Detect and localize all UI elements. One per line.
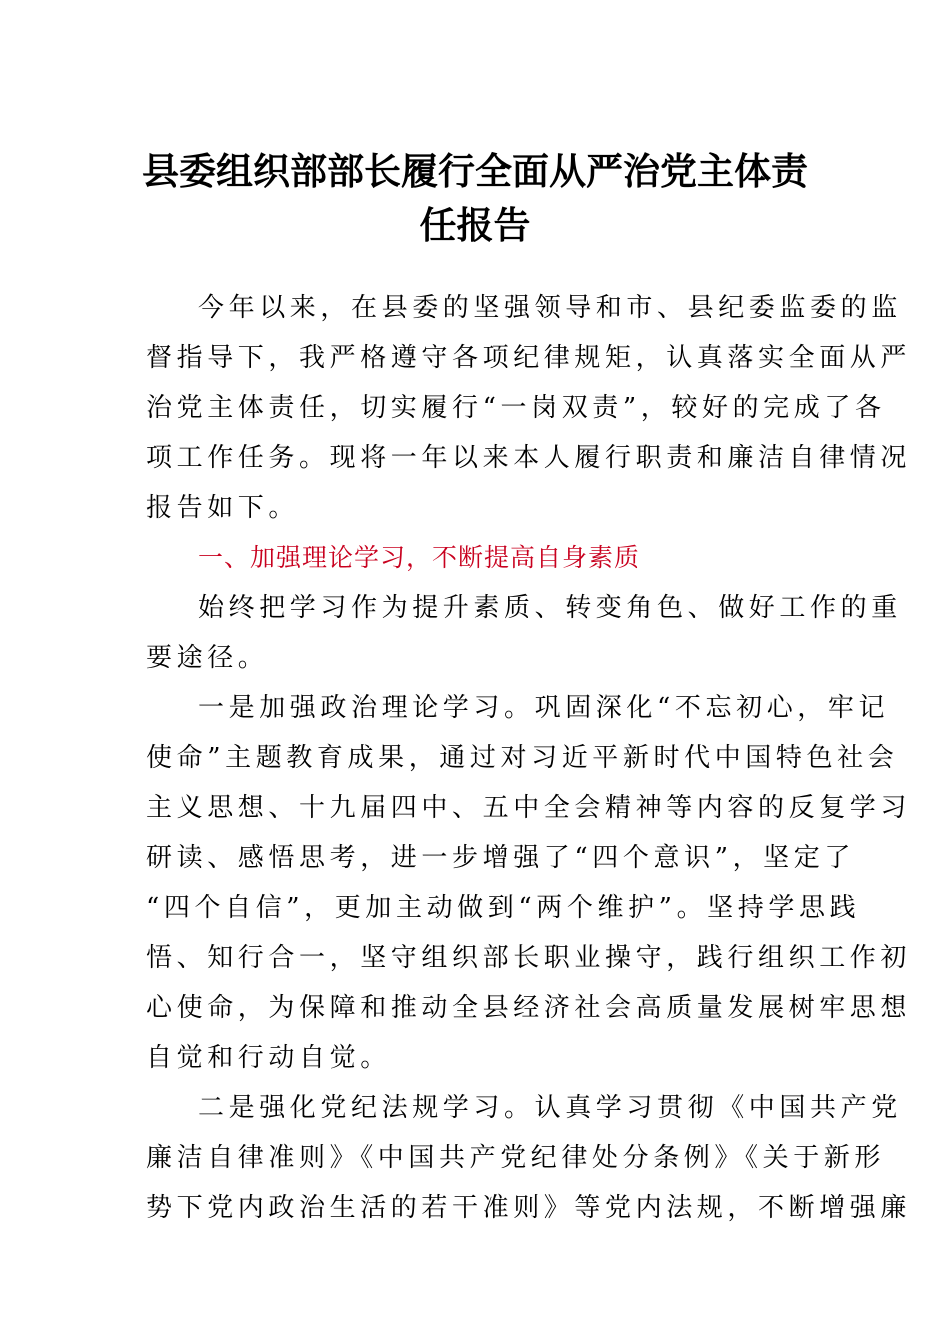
- intro-line-2: 督指导下，我严格遵守各项纪律规矩，认真落实全面从严: [146, 343, 912, 373]
- document-title-line-1: 县委组织部部长履行全面从严治党主体责: [142, 150, 808, 193]
- intro-line-3: 治党主体责任，切实履行“一岗双责”，较好的完成了各: [146, 393, 886, 423]
- point-1-line-3: 主义思想、十九届四中、五中全会精神等内容的反复学习: [146, 793, 912, 823]
- section-1-intro-line-2: 要途径。: [146, 643, 269, 673]
- point-2-line-2: 廉洁自律准则》《中国共产党纪律处分条例》《关于新形: [146, 1143, 886, 1173]
- point-1-line-5: “四个自信”，更加主动做到“两个维护”。坚持学思践: [146, 893, 861, 923]
- document-title-line-2: 任报告: [419, 204, 531, 247]
- intro-line-5: 报告如下。: [146, 493, 300, 523]
- point-2-line-1: 二是强化党纪法规学习。认真学习贯彻《中国共产党: [198, 1093, 902, 1123]
- point-1-line-8: 自觉和行动自觉。: [146, 1043, 391, 1073]
- point-1-line-2: 使命”主题教育成果，通过对习近平新时代中国特色社会: [146, 743, 899, 773]
- intro-line-4: 项工作任务。现将一年以来本人履行职责和廉洁自律情况: [146, 443, 912, 473]
- intro-line-1: 今年以来，在县委的坚强领导和市、县纪委监委的监: [198, 293, 902, 323]
- point-2-line-3: 势下党内政治生活的若干准则》等党内法规，不断增强廉: [146, 1193, 912, 1223]
- section-1-heading: 一、加强理论学习，不断提高自身素质: [198, 543, 641, 572]
- point-1-line-4: 研读、感悟思考，进一步增强了“四个意识”，坚定了: [146, 843, 855, 873]
- point-1-line-1: 一是加强政治理论学习。巩固深化“不忘初心，牢记: [198, 693, 890, 723]
- section-1-intro-line-1: 始终把学习作为提升素质、转变角色、做好工作的重: [198, 593, 902, 623]
- point-1-line-6: 悟、知行合一，坚守组织部长职业操守，践行组织工作初: [146, 943, 912, 973]
- point-1-line-7: 心使命，为保障和推动全县经济社会高质量发展树牢思想: [146, 993, 912, 1023]
